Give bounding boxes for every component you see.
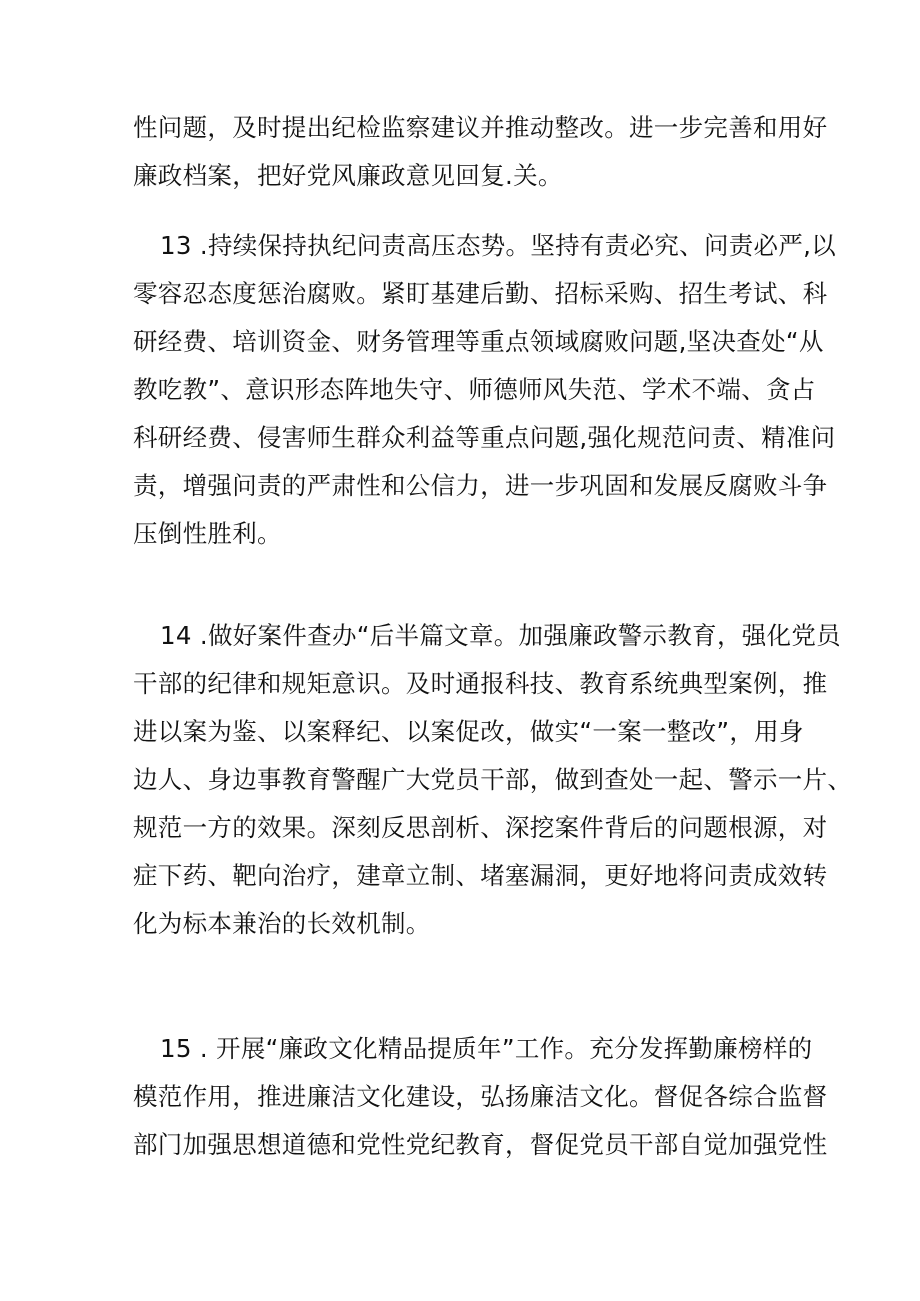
text-line: 模范作用，推进廉洁文化建设，弘扬廉洁文化。督促各综合监督 <box>133 1082 828 1111</box>
text-line: 规范一方的效果。深刻反思剖析、深挖案件背后的问题根源，对 <box>133 813 828 842</box>
text-line: 性问题，及时提出纪检监察建议并推动整改。进一步完善和用好 <box>133 113 828 142</box>
text-line: 科研经费、侵害师生群众利益等重点问题,强化规范问责、精准问 <box>133 423 836 452</box>
paragraph-13 <box>133 222 837 558</box>
text-line: 化为标本兼治的长效机制。 <box>133 909 431 938</box>
text-line: 13 .持续保持执纪问责高压态势。坚持有责必究、问责必严,以 <box>160 231 837 260</box>
text-line: 15 . 开展“廉政文化精品提质年”工作。充分发挥勤廉榜样的 <box>160 1034 813 1063</box>
text-line: 边人、身边事教育警醒广大党员干部，做到查处一起、警示一片、 <box>133 765 853 794</box>
text-line: 干部的纪律和规矩意识。及时通报科技、教育系统典型案例，推 <box>133 669 828 698</box>
text-line: 研经费、培训资金、财务管理等重点领域腐败问题,坚决查处“从 <box>133 327 824 356</box>
paragraph-continuation <box>133 104 828 200</box>
text-line: 14 .做好案件查办“后半篇文章。加强廉政警示教育，强化党员 <box>160 621 841 650</box>
text-line: 廉政档案，把好党风廉政意见回复.关。 <box>133 161 563 190</box>
text-line: 进以案为鉴、以案释纪、以案促改，做实“一案一整改”，用身 <box>133 717 804 746</box>
text-line: 零容忍态度惩治腐败。紧盯基建后勤、招标采购、招生考试、科 <box>133 279 828 308</box>
paragraph-15 <box>133 1025 828 1169</box>
paragraph-14 <box>133 612 853 948</box>
text-line: 责，增强问责的严肃性和公信力，进一步巩固和发展反腐败斗争 <box>133 471 828 500</box>
text-line: 症下药、靶向治疗，建章立制、堵塞漏洞，更好地将问责成效转 <box>133 861 828 890</box>
text-line: 教吃教”、意识形态阵地失守、师德师风失范、学术不端、贪占 <box>133 375 816 404</box>
text-line: 部门加强思想道德和党性党纪教育，督促党员干部自觉加强党性 <box>133 1130 828 1159</box>
text-line: 压倒性胜利。 <box>133 519 282 548</box>
